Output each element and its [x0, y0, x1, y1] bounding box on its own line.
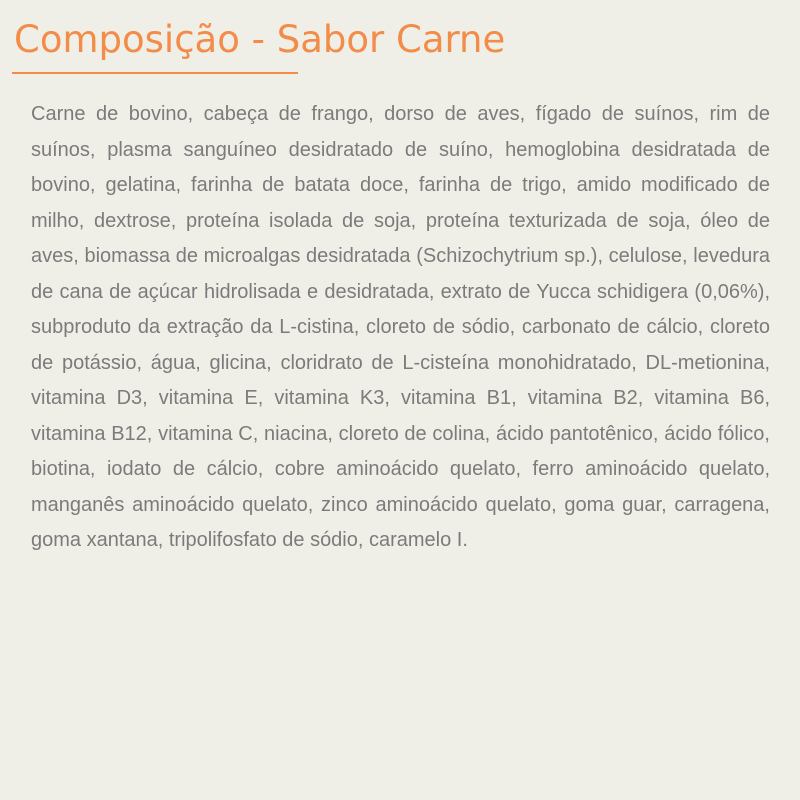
page-title: Composição - Sabor Carne — [14, 18, 506, 61]
title-underline — [12, 72, 298, 74]
ingredients-paragraph: Carne de bovino, cabeça de frango, dorso de aves, fígado de suínos, rim de suínos, plasma sanguíneo desidratado de suíno, hemoglobina desidratada de bovino, gelatina, farinha de batata doce, farinha de trigo, amido modificado de milho, dextrose, proteína isolada de soja, proteína texturizada de soja, óleo de aves, biomassa de microalgas desidratada (Schizochytrium sp.), celulose, levedura de cana de açúcar hidrolisada e desidratada, extrato de Yucca schidigera (0,06%), subproduto da extração da L-cistina, cloreto de sódio, carbonato de cálcio, cloreto de potássio, água, glicina, cloridrato de L-cisteína monohidratado, DL-metionina, vitamina D3, vitamina E, vitamina K3, vitamina B1, vitamina B2, vitamina B6, vitamina B12, vitamina C, niacina, cloreto de colina, ácido pantotênico, ácido fólico, biotina, iodato de cálcio, cobre aminoácido quelato, ferro aminoácido quelato, manganês aminoácido quelato, zinco aminoácido quelato, goma guar, carragena, goma xantana, tripolifosfato de sódio, caramelo I. — [31, 103, 770, 551]
